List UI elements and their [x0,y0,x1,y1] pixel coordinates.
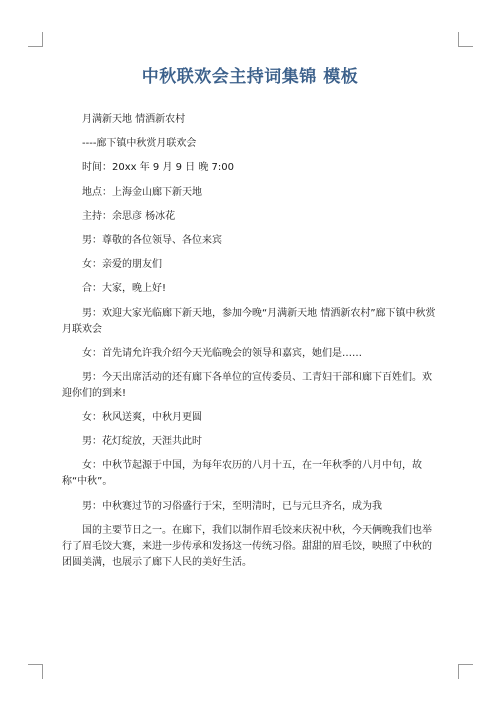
paragraph-location: 地点：上海金山廊下新天地 [82,186,202,198]
paragraph-line: 女：亲爱的朋友们 [82,259,162,271]
crop-mark-top-right [458,32,473,47]
crop-mark-top-left [28,32,43,47]
paragraph-line: 女：中秋节起源于中国，为每年农历的八月十五，在一年秋季的八月中旬，故称“中秋”。 [62,460,422,488]
paragraph-line: 女：首先请允许我介绍今天光临晚会的领导和嘉宾，她们是…… [82,347,362,359]
paragraph-line: 男：花灯绽放，天涯共此时 [82,436,202,448]
paragraph-line: 男：今天出席活动的还有廊下各单位的宣传委员、工青妇干部和廊下百姓们。欢迎你们的到来! [62,371,432,399]
paragraph-theme: 月满新天地 情洒新农村 [82,114,186,125]
paragraph-line: 女：秋风送爽，中秋月更圆 [82,412,202,424]
paragraph-line: 国的主要节日之一。在廊下，我们以制作眉毛饺来庆祝中秋，今天俩晚我们也举行了眉毛饺大赛，来进一步传承和发扬这一传统习俗。甜甜的眉毛饺，映照了中秋的团圆美满，也展示了廊下人民的美好生活。 [62,524,432,568]
paragraph-line: 合：大家，晚上好! [82,283,167,295]
paragraph-line: 男：欢迎大家光临廊下新天地，参加今晚“月满新天地 情洒新农村”廊下镇中秋赏月联欢会 [62,307,436,335]
document-title: 中秋联欢会主持词集锦 模板 [141,67,359,87]
crop-mark-bottom-left [28,664,43,679]
paragraph-line: 男：尊敬的各位领导、各位来宾 [82,234,222,246]
document-body [62,112,440,579]
paragraph-hosts: 主持：余思彦 杨冰花 [82,210,176,222]
crop-mark-bottom-right [458,664,473,679]
paragraph-line: 男：中秋赛过节的习俗盛行于宋，至明清时，已与元旦齐名，成为我 [82,500,382,512]
paragraph-time: 时间：20xx 年 9 月 9 日 晚 7:00 [82,162,234,174]
paragraph-subtitle: ----廊下镇中秋赏月联欢会 [82,138,197,150]
